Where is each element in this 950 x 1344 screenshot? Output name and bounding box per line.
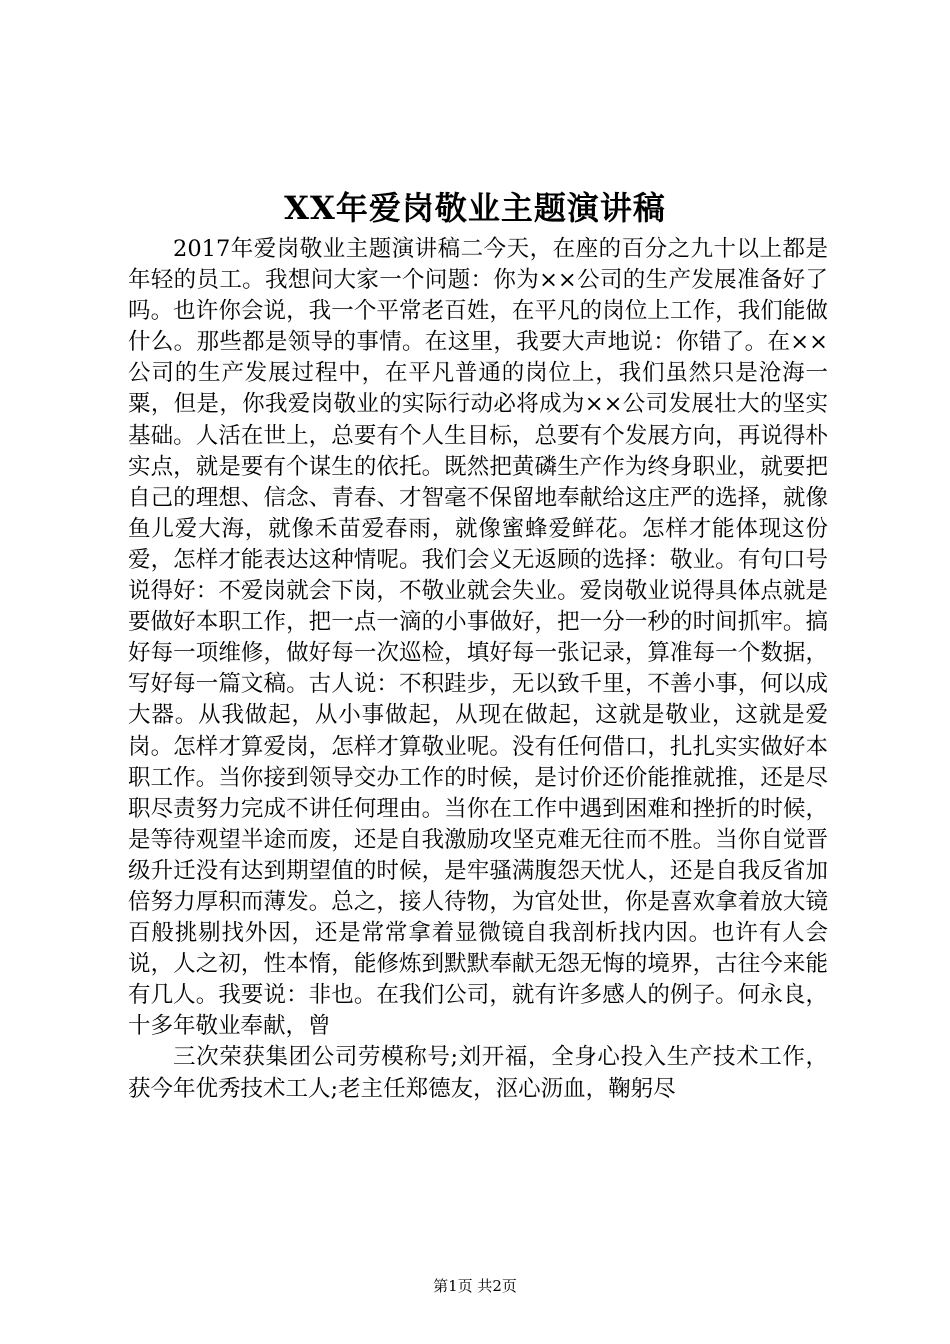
paragraph-1: 2017年爱岗敬业主题演讲稿二今天，在座的百分之九十以上都是年轻的员工。我想问大家一个问题：你为××公司的生产发展准备好了吗。也许你会说，我一个平常老百姓，在平凡的岗位上工作，我们能做什么。那些都是领导的事情。在这里，我要大声地说：你错了。在××公司的生产发展过程中，在平凡普通的岗位上，我们虽然只是沧海一粟，但是，你我爱岗敬业的实际行动必将成为××公司发展壮大的坚实基础。人活在世上，总要有个人生目标，总要有个发展方向，再说得朴实点，就是要有个谋生的依托。既然把黄磷生产作为终身职业，就要把自己的理想、信念、青春、才智毫不保留地奉献给这庄严的选择，就像鱼儿爱大海，就像禾苗爱春雨，就像蜜蜂爱鲜花。怎样才能体现这份爱，怎样才能表达这种情呢。我们会义无返顾的选择：敬业。有句口号说得好：不爱岗就会下岗，不敬业就会失业。爱岗敬业说得具体点就是要做好本职工作，把一点一滴的小事做好，把一分一秒的时间抓牢。搞好每一项维修，做好每一次巡检，填好每一张记录，算准每一个数据，写好每一篇文稿。古人说：不积跬步，无以致千里，不善小事，何以成大器。从我做起，从小事做起，从现在做起，这就是敬业，这就是爱岗。怎样才算爱岗，怎样才算敬业呢。没有任何借口，扎扎实实做好本职工作。当你接到领导交办工作的时候，是讨价还价能推就推，还是尽职尽责努力完成不讲任何理由。当你在工作中遇到困难和挫折的时候，是等待观望半途而废，还是自我激励攻坚克难无往而不胜。当你自觉晋级升迁没有达到期望值的时候，是牢骚满腹怨天忧人，还是自我反省加倍努力厚积而薄发。总之，接人待物，为官处世，你是喜欢拿着放大镜百般挑剔找外因，还是常常拿着显微镜自我剖析找内因。也许有人会说，人之初，性本惰，能修炼到默默奉献无怨无悔的境界，古往今来能有几人。我要说：非也。在我们公司，就有许多感人的例子。何永良，十多年敬业奉献，曾 — [128, 236, 828, 1040]
document-body — [128, 234, 828, 1105]
document-title: XX年爱岗敬业主题演讲稿 — [284, 189, 666, 227]
paragraph-2: 三次荣获集团公司劳模称号;刘开福，全身心投入生产技术工作，获今年优秀技术工人;老主任郑德友，沤心沥血，鞠躬尽 — [128, 1044, 828, 1102]
page-footer: 第1页 共2页 — [433, 1277, 517, 1295]
